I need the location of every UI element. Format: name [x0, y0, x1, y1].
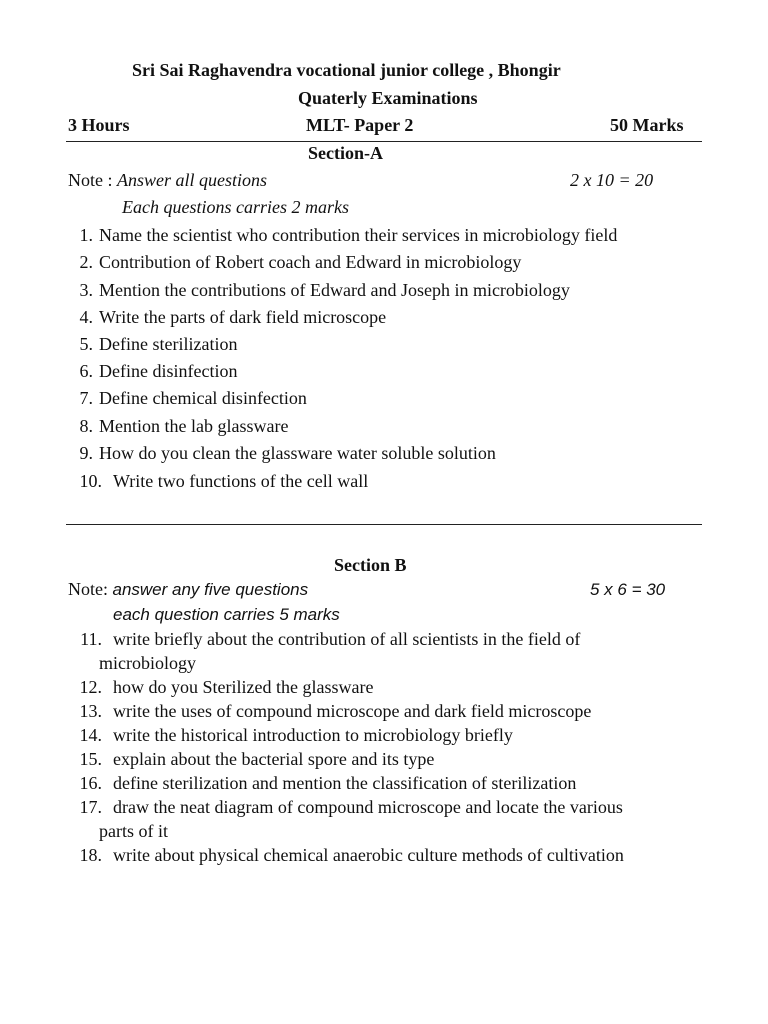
question-text: How do you clean the glassware water soluble solution [99, 443, 496, 463]
question-text: Mention the lab glassware [99, 416, 289, 436]
question-number: 14. [79, 725, 102, 745]
question-number: 3. [79, 280, 93, 300]
section-b-title: Section B [334, 555, 407, 575]
question-text: explain about the bacterial spore and its type [113, 749, 435, 769]
section-b-note-label: Note: [68, 579, 113, 599]
question-text: write about physical chemical anaerobic culture methods of cultivation [113, 845, 624, 865]
total-marks: 50 Marks [610, 115, 684, 135]
question-number: 13. [79, 701, 102, 721]
section-b-subnote: each question carries 5 marks [113, 605, 340, 624]
question-text: write briefly about the contribution of all scientists in the field of [113, 629, 581, 649]
duration: 3 Hours [68, 115, 130, 135]
question-text: Contribution of Robert coach and Edward in microbiology [99, 252, 522, 272]
section-divider [66, 524, 702, 525]
question-text: Mention the contributions of Edward and Joseph in microbiology [99, 280, 570, 300]
question-number: 5. [79, 334, 93, 354]
question-number: 11. [80, 629, 102, 649]
question-number: 4. [79, 307, 93, 327]
question-number: 18. [79, 845, 102, 865]
section-a-note-label: Note : [68, 170, 117, 190]
question-number: 2. [79, 252, 93, 272]
question-text-continuation: microbiology [99, 653, 196, 673]
section-a-subnote: Each questions carries 2 marks [122, 197, 349, 217]
section-a-title: Section-A [308, 143, 383, 163]
question-number: 16. [79, 773, 102, 793]
question-number: 1. [79, 225, 93, 245]
question-text-continuation: parts of it [99, 821, 168, 841]
section-a-score: 2 x 10 = 20 [570, 170, 654, 190]
header-divider [66, 141, 702, 142]
question-number: 9. [79, 443, 93, 463]
question-number: 12. [79, 677, 102, 697]
question-number: 7. [79, 388, 93, 408]
section-b-note-text: answer any five questions [112, 580, 309, 599]
exam-title: Quaterly Examinations [298, 88, 478, 108]
question-text: draw the neat diagram of compound microscope and locate the various [113, 797, 623, 817]
section-a-note-text: Answer all questions [117, 170, 268, 190]
question-text: Define chemical disinfection [99, 388, 307, 408]
question-text: Write two functions of the cell wall [113, 471, 369, 491]
section-b-score: 5 x 6 = 30 [590, 580, 666, 599]
question-number: 10. [79, 471, 102, 491]
question-text: write the uses of compound microscope and dark field microscope [113, 701, 592, 721]
question-text: Name the scientist who contribution their services in microbiology field [99, 225, 618, 245]
question-number: 15. [79, 749, 102, 769]
question-number: 8. [79, 416, 93, 436]
college-name: Sri Sai Raghavendra vocational junior college , Bhongir [132, 60, 561, 80]
question-number: 17. [79, 797, 102, 817]
question-text: Write the parts of dark field microscope [99, 307, 387, 327]
section-b-note [68, 579, 308, 600]
section-a-note [68, 170, 267, 191]
question-text: define sterilization and mention the classification of sterilization [113, 773, 577, 793]
question-text: Define disinfection [99, 361, 238, 381]
question-text: Define sterilization [99, 334, 238, 354]
question-text: how do you Sterilized the glassware [113, 677, 374, 697]
question-number: 6. [79, 361, 93, 381]
question-text: write the historical introduction to microbiology briefly [113, 725, 513, 745]
paper-name: MLT- Paper 2 [306, 115, 414, 135]
